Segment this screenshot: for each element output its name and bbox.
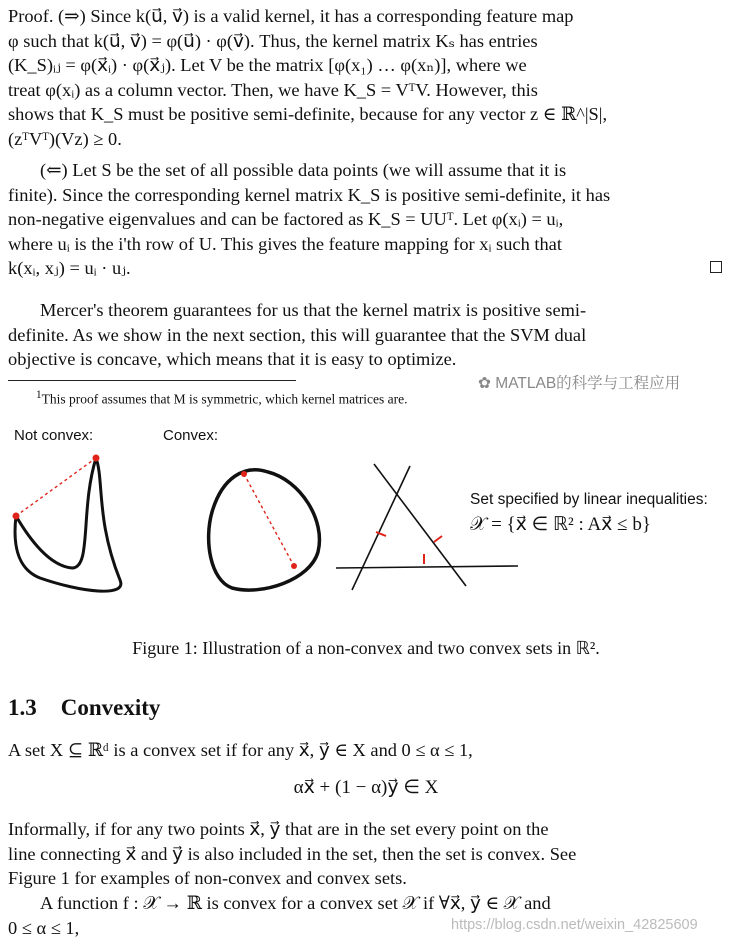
nonconvex-shape — [15, 458, 121, 591]
watermark-wechat — [478, 371, 680, 393]
section-number: 1.3 — [8, 695, 37, 720]
convex-segment — [244, 474, 294, 566]
watermark-url: https://blog.csdn.net/weixin_42825609 — [451, 917, 698, 933]
qed-box-icon — [710, 261, 722, 273]
nonconvex-segment — [16, 458, 96, 516]
footnote-text: This proof assumes that M is symmetric, which kernel matrices are. — [41, 391, 408, 407]
section-heading — [8, 695, 160, 721]
display-equation: αx⃗ + (1 − α)y⃗ ∈ X — [293, 777, 439, 798]
reverse-line: finite). Since the corresponding kernel matrix K_S is positive semi-definite, it has — [8, 184, 611, 205]
footnote-rule — [8, 380, 296, 381]
label-not-convex: Not convex: — [14, 427, 94, 444]
informal-line: Figure 1 for examples of non-convex and convex sets. — [8, 868, 407, 889]
reverse-line: k(xᵢ, xⱼ) = uᵢ · uⱼ. — [8, 258, 131, 279]
convex-shape — [209, 470, 320, 590]
proof-line: φ such that k(u⃗, v⃗) = φ(u⃗) · φ(v⃗). Thus, the kernel matrix Kₛ has entries — [8, 30, 538, 51]
footnote — [36, 389, 408, 408]
proof-paragraph — [8, 4, 724, 152]
label-convex: Convex: — [163, 427, 219, 444]
convex-point-b — [291, 563, 297, 569]
reverse-line: (⇐) Let S be the set of all possible data points (we will assume that it is — [40, 160, 567, 180]
reverse-line: non-negative eigenvalues and can be factored as K_S = UUᵀ. Let φ(xᵢ) = uᵢ, — [8, 209, 564, 230]
informal-paragraph — [8, 817, 724, 891]
proof-line: Proof. (⇒) Since k(u⃗, v⃗) is a valid kernel, it has a corresponding feature map — [8, 6, 574, 26]
proof-line: shows that K_S must be positive semi-definite, because for any vector z ∈ ℝ^|S|, — [8, 104, 608, 125]
proof-line: (K_S)ᵢⱼ = φ(x⃗ᵢ) · φ(x⃗ⱼ). Let V be the matrix [φ(x₁) … φ(xₙ)], where we — [8, 55, 527, 76]
figure-caption: Figure 1: Illustration of a non-convex and two convex sets in ℝ². — [132, 638, 600, 658]
proof-line: (zᵀVᵀ)(Vz) ≥ 0. — [8, 128, 122, 149]
function-line: A function f : 𝒳 → ℝ is convex for a convex set 𝒳 if ∀x⃗, y⃗ ∈ 𝒳 and — [40, 893, 551, 913]
reverse-paragraph — [8, 158, 724, 281]
figure-sets — [0, 440, 732, 600]
mercer-line: objective is concave, which means that it is easy to optimize. — [8, 349, 457, 370]
nonconvex-point-a — [13, 513, 20, 520]
mercer-line: Mercer's theorem guarantees for us that the kernel matrix is positive semi- — [40, 300, 587, 320]
proof-line: treat φ(xᵢ) as a column vector. Then, we have K_S = VᵀV. However, this — [8, 79, 538, 100]
mercer-paragraph — [8, 298, 724, 372]
footnote-mark: 1 — [36, 389, 42, 401]
informal-line: Informally, if for any two points x⃗, y⃗ that are in the set every point on the — [8, 819, 549, 839]
function-line: 0 ≤ α ≤ 1, — [8, 917, 80, 938]
formula-linear-inequalities: 𝒳 = {x⃗ ∈ ℝ² : Ax⃗ ≤ b} — [470, 514, 651, 535]
watermark-text: MATLAB的科学与工程应用 — [495, 375, 681, 392]
normal-arrow-3 — [434, 536, 442, 542]
definition-paragraph — [8, 738, 724, 763]
informal-line: line connecting x⃗ and y⃗ is also included in the set, then the set is convex. See — [8, 843, 577, 864]
label-linear-inequalities: Set specified by linear inequalities: — [470, 491, 708, 508]
mercer-line: definite. As we show in the next section, this will guarantee that the SVM dual — [8, 324, 587, 345]
halfspace-line-3 — [352, 466, 410, 590]
reverse-line: where uᵢ is the i'th row of U. This gives the feature mapping for xᵢ such that — [8, 233, 562, 254]
definition-line: A set X ⊆ ℝᵈ is a convex set if for any x⃗, y⃗ ∈ X and 0 ≤ α ≤ 1, — [8, 740, 473, 760]
wechat-icon: ✿ — [478, 375, 496, 392]
convex-point-a — [241, 471, 247, 477]
nonconvex-point-b — [93, 455, 100, 462]
section-title: Convexity — [60, 695, 161, 720]
